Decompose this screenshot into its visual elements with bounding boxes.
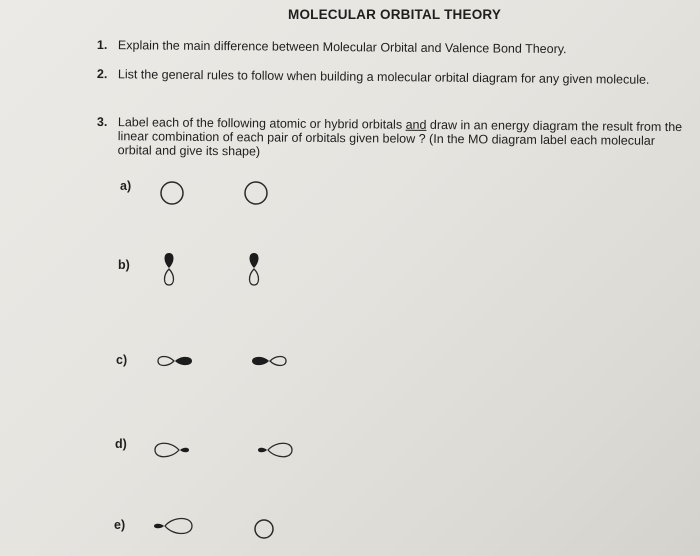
- part-b-label: b): [118, 258, 130, 272]
- s-orbital-icon: [251, 516, 277, 542]
- part-c-label: c): [116, 353, 128, 367]
- p-orbital-vertical-icon: [161, 250, 177, 288]
- question-number: 1.: [96, 38, 108, 53]
- s-orbital-icon: [157, 178, 187, 208]
- page-title: MOLECULAR ORBITAL THEORY: [288, 7, 502, 22]
- p-orbital-horizontal-icon: [249, 352, 289, 370]
- part-a-label: a): [120, 179, 132, 193]
- part-d-label: d): [115, 437, 127, 451]
- p-orbital-horizontal-icon: [155, 352, 195, 370]
- hybrid-orbital-right-icon: [151, 440, 193, 460]
- question-number: 2.: [96, 67, 108, 82]
- p-orbital-vertical-icon: [246, 250, 262, 288]
- question-text: Label each of the following atomic or hybrid orbitals and draw in an energy diagram the result from the linear combination of each pair of orbitals given below ? (In the MO diagram label each molecular orbital and give its shape): [117, 115, 683, 159]
- part-e-label: e): [114, 518, 126, 532]
- underlined-word: and: [405, 117, 427, 132]
- hybrid-orbital-left-icon: [254, 440, 296, 460]
- s-orbital-icon: [241, 178, 271, 208]
- question-3: [96, 115, 683, 159]
- question-text: List the general rules to follow when building a molecular orbital diagram for any given molecule.: [117, 67, 650, 87]
- question-2: [96, 67, 677, 87]
- question-text: Explain the main difference between Molecular Orbital and Valence Bond Theory.: [117, 38, 567, 57]
- question-1: [96, 38, 677, 57]
- hybrid-orbital-left-icon: [150, 514, 196, 538]
- question-number: 3.: [96, 115, 108, 130]
